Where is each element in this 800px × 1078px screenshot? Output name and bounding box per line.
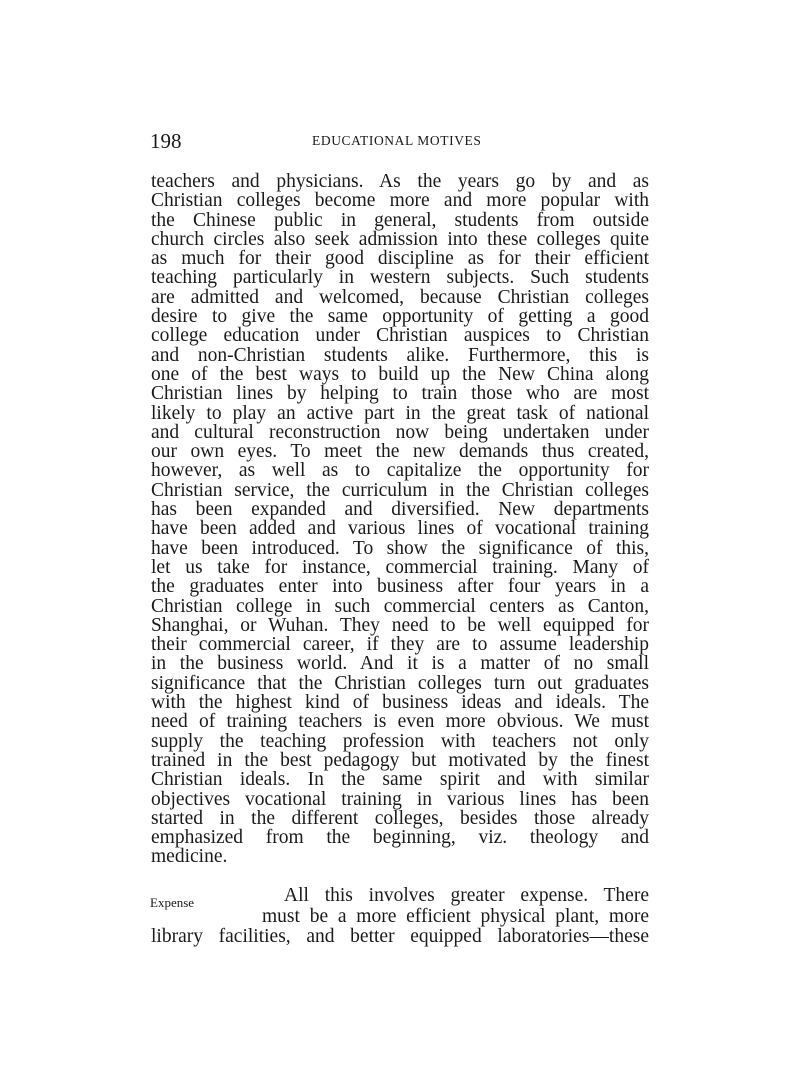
text-line: let us take for instance, commercial training. Many of [151, 556, 649, 578]
text-line: have been introduced. To show the significance of this, [151, 537, 649, 559]
page-number: 198 [150, 129, 182, 153]
text-line: objectives vocational training in various lines has been [151, 788, 649, 810]
text-line: likely to play an active part in the great task of national [151, 402, 649, 424]
text-line: Shanghai, or Wuhan. They need to be well equipped for [151, 614, 649, 636]
text-line: however, as well as to capitalize the opportunity for [151, 460, 649, 482]
text-line: the Chinese public in general, students from outside [151, 209, 649, 231]
text-line: our own eyes. To meet the new demands thus created, [151, 441, 649, 463]
margin-note-expense: Expense [150, 895, 195, 910]
expense-paragraph [151, 886, 649, 948]
text-line: and non-Christian students alike. Furthermore, this is [151, 344, 649, 366]
text-line: All this involves greater expense. There [284, 885, 649, 906]
text-line: and cultural reconstruction now being undertaken under [151, 421, 649, 443]
text-line: must be a more efficient physical plant, more [262, 905, 649, 927]
text-line: one of the best ways to build up the New China along [151, 363, 649, 385]
text-line: church circles also seek admission into these colleges quite [151, 228, 649, 250]
text-line: teaching particularly in western subjects. Such students [151, 267, 649, 289]
text-line: Christian colleges become more and more popular with [151, 190, 649, 212]
text-line: started in the different colleges, besides those already [151, 807, 649, 829]
text-line: Christian ideals. In the same spirit and with similar [151, 769, 649, 791]
running-head: EDUCATIONAL MOTIVES [312, 133, 482, 148]
text-line: with the highest kind of business ideas and ideals. The [151, 692, 649, 714]
text-line: emphasized from the beginning, viz. theology and [151, 827, 649, 849]
text-line: library facilities, and better equipped laboratories—these [151, 926, 649, 947]
text-line: desire to give the same opportunity of getting a good [151, 306, 649, 328]
text-line: Christian college in such commercial centers as Canton, [151, 595, 649, 617]
text-line: the graduates enter into business after four years in a [151, 576, 649, 598]
text-line: significance that the Christian colleges turn out graduates [151, 672, 649, 694]
text-line: in the business world. And it is a matter of no small [151, 653, 649, 675]
body-paragraph [151, 172, 649, 867]
text-line: supply the teaching profession with teachers not only [151, 730, 649, 752]
text-line: Christian service, the curriculum in the Christian colleges [151, 479, 649, 501]
text-line: teachers and physicians. As the years go by and as [151, 171, 649, 192]
text-line: has been expanded and diversified. New departments [151, 499, 649, 521]
text-line: trained in the best pedagogy but motivated by the finest [151, 749, 649, 771]
text-line: Christian lines by helping to train those who are most [151, 383, 649, 405]
text-line: need of training teachers is even more obvious. We must [151, 711, 649, 733]
text-line: medicine. [151, 846, 228, 868]
text-line: as much for their good discipline as for their efficient [151, 248, 649, 270]
text-line: have been added and various lines of vocational training [151, 518, 649, 540]
text-line: their commercial career, if they are to assume leadership [151, 634, 649, 656]
text-line: are admitted and welcomed, because Christian colleges [151, 286, 649, 308]
text-line: college education under Christian auspices to Christian [151, 325, 649, 347]
